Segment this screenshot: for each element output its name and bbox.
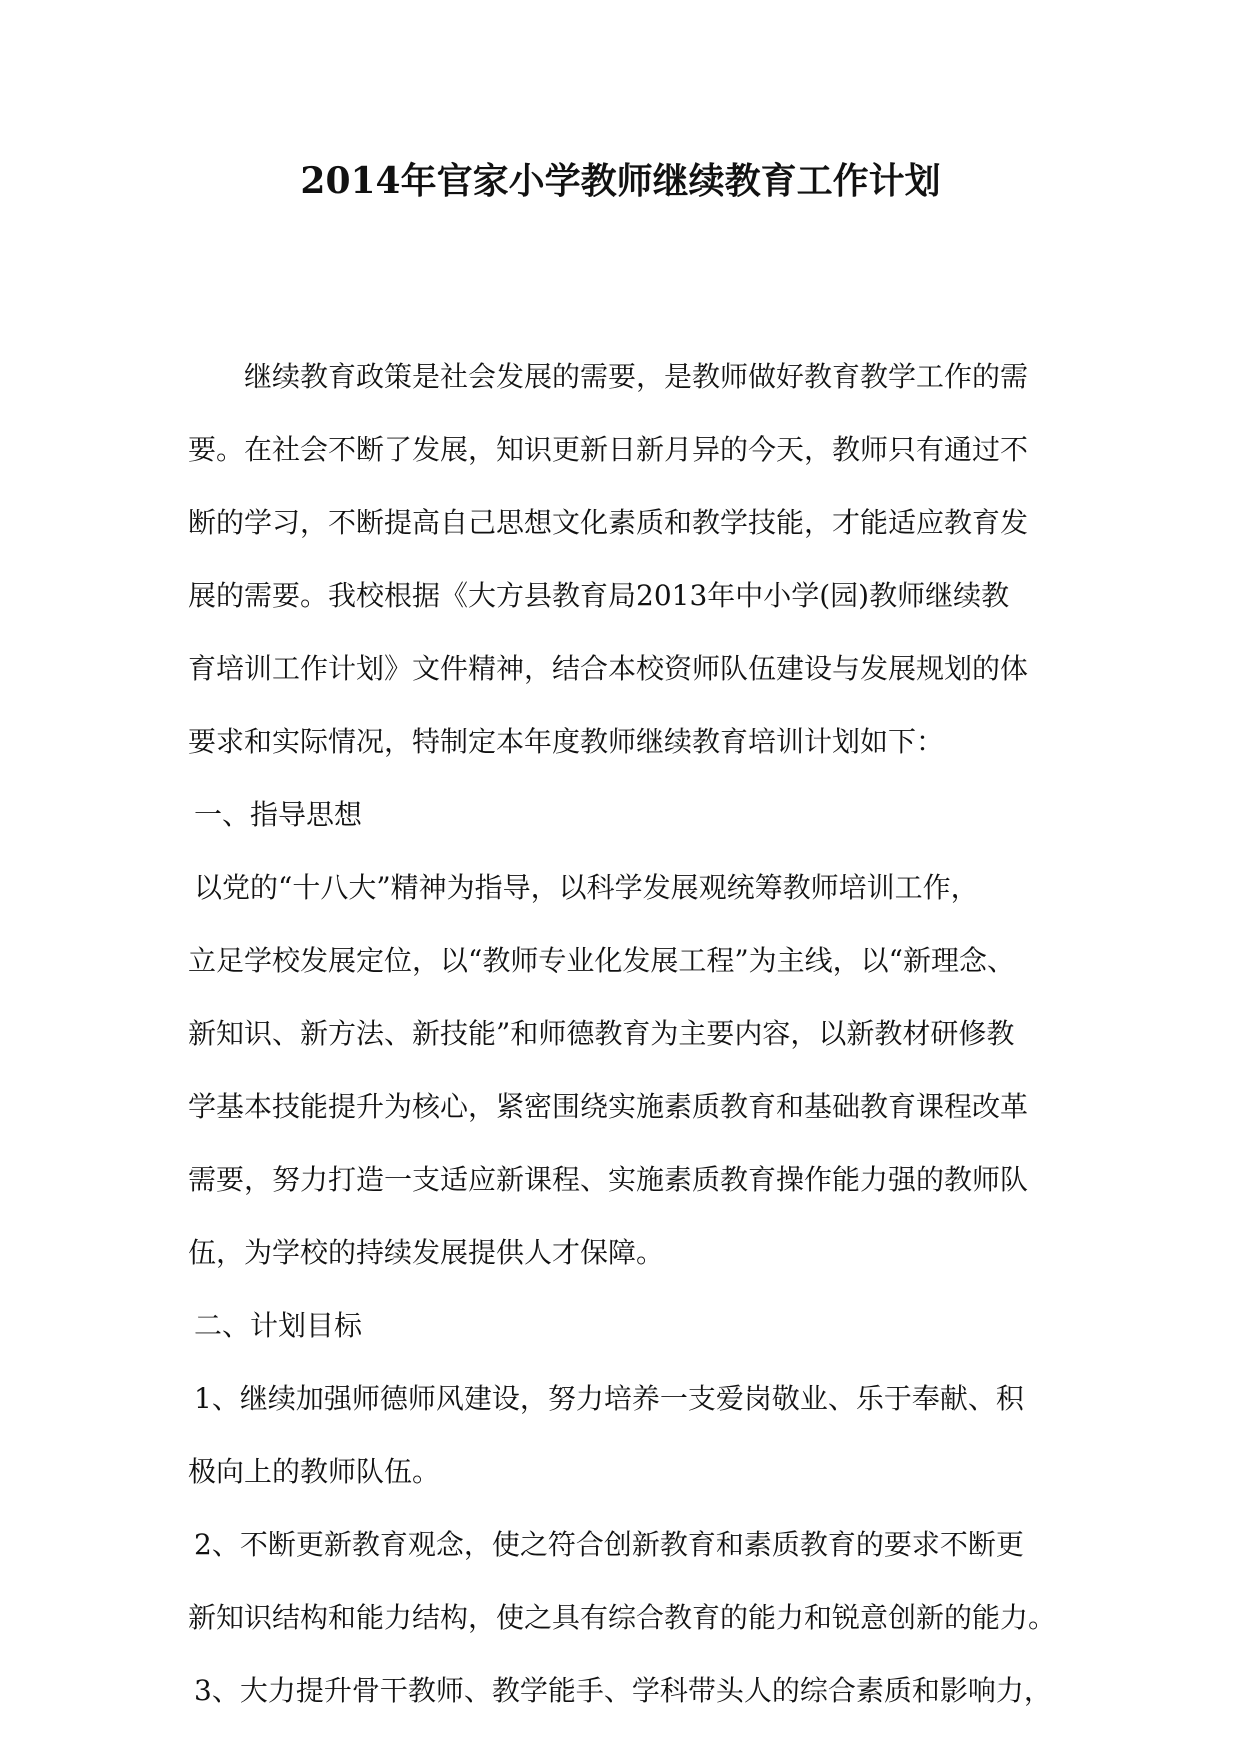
paragraph-line: 断的学习，不断提高自己思想文化素质和教学技能，才能适应教育发	[188, 506, 1029, 539]
paragraph-line: 学基本技能提升为核心，紧密围绕实施素质教育和基础教育课程改革	[188, 1090, 1029, 1123]
paragraph-line: 立足学校发展定位，以“教师专业化发展工程”为主线，以“新理念、	[188, 944, 1015, 977]
paragraph-line: 以党的“十八大”精神为指导，以科学发展观统筹教师培训工作，	[194, 871, 979, 904]
paragraph-line: 育培训工作计划》文件精神，结合本校资师队伍建设与发展规划的体	[188, 652, 1029, 685]
list-item: 2、不断更新教育观念，使之符合创新教育和素质教育的要求不断更	[194, 1528, 1024, 1561]
paragraph-line: 新知识、新方法、新技能”和师德教育为主要内容，以新教材研修教	[188, 1017, 1015, 1050]
list-item: 3、大力提升骨干教师、教学能手、学科带头人的综合素质和影响力，	[194, 1674, 1052, 1707]
paragraph-line: 要求和实际情况，特制定本年度教师继续教育培训计划如下：	[188, 725, 945, 758]
list-item: 1、继续加强师德师风建设，努力培养一支爱岗敬业、乐于奉献、积	[194, 1382, 1024, 1415]
document-body	[188, 349, 1058, 1736]
paragraph-line: 需要，努力打造一支适应新课程、实施素质教育操作能力强的教师队	[188, 1163, 1029, 1196]
list-item-continuation: 极向上的教师队伍。	[188, 1455, 441, 1488]
document-title: 2014年官家小学教师继续教育工作计划	[300, 160, 941, 202]
list-item-continuation: 新知识结构和能力结构，使之具有综合教育的能力和锐意创新的能力。	[188, 1601, 1057, 1634]
paragraph-line: 伍，为学校的持续发展提供人才保障。	[188, 1236, 665, 1269]
section-heading: 二、计划目标	[194, 1309, 363, 1342]
section-heading: 一、指导思想	[194, 798, 363, 831]
paragraph-line: 展的需要。我校根据《大方县教育局2013年中小学(园)教师继续教	[188, 579, 1010, 612]
paragraph-line: 要。在社会不断了发展，知识更新日新月异的今天，教师只有通过不	[188, 433, 1029, 466]
paragraph-line: 继续教育政策是社会发展的需要，是教师做好教育教学工作的需	[244, 360, 1029, 393]
